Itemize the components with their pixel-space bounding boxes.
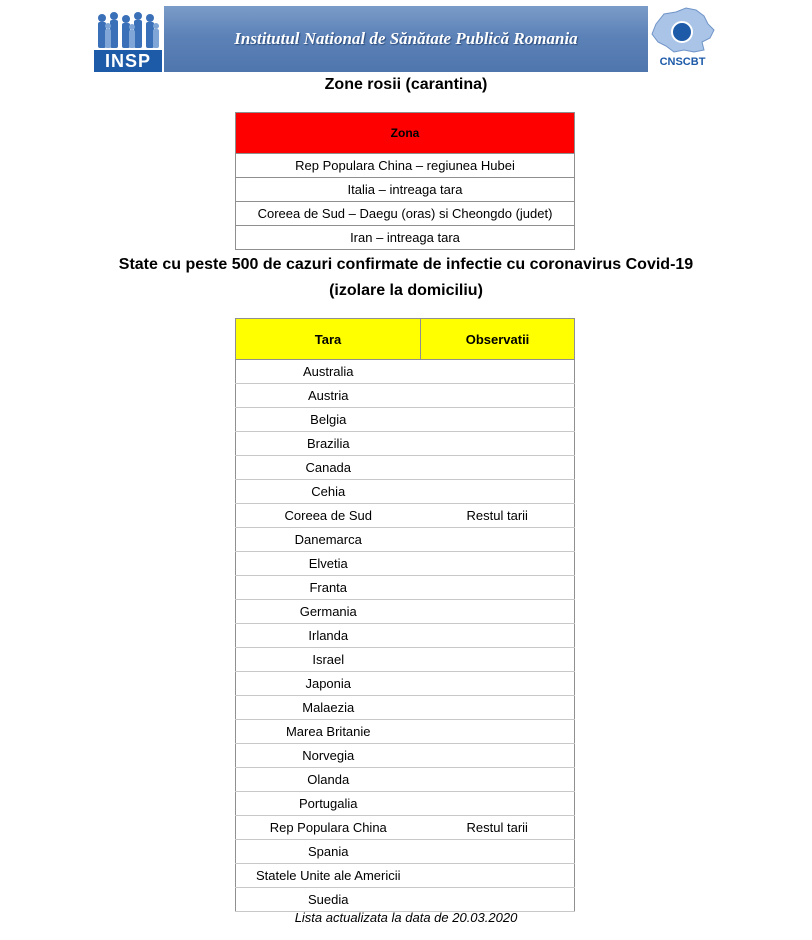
country-cell: Statele Unite ale Americii (236, 864, 421, 888)
country-cell: Belgia (236, 408, 421, 432)
zone-column-header: Zona (236, 113, 575, 154)
table-row (236, 154, 575, 178)
observation-cell (421, 696, 575, 720)
observation-cell (421, 456, 575, 480)
country-cell: Japonia (236, 672, 421, 696)
table-row (236, 360, 575, 384)
country-cell: Germania (236, 600, 421, 624)
table-row (236, 202, 575, 226)
institute-title: Institutul National de Sănătate Publică Romania (234, 29, 578, 48)
country-cell: Coreea de Sud (236, 504, 421, 528)
red-zones-table (235, 112, 575, 250)
observation-cell (421, 528, 575, 552)
table-row (236, 504, 575, 528)
country-cell: Irlanda (236, 624, 421, 648)
observation-cell (421, 864, 575, 888)
table-row (236, 672, 575, 696)
table-row (236, 648, 575, 672)
table-row (236, 792, 575, 816)
observation-cell (421, 840, 575, 864)
table-row (236, 768, 575, 792)
table-row (236, 576, 575, 600)
country-cell: Brazilia (236, 432, 421, 456)
romania-map-icon (648, 6, 717, 56)
cnscbt-logo-text: CNSCBT (659, 56, 706, 68)
table-row (236, 226, 575, 250)
table-row (236, 720, 575, 744)
insp-logo (92, 6, 164, 72)
table-row (236, 816, 575, 840)
table-row (236, 864, 575, 888)
country-cell: Suedia (236, 888, 421, 912)
observation-cell (421, 720, 575, 744)
table-row (236, 696, 575, 720)
country-cell: Olanda (236, 768, 421, 792)
states-heading-line1: State cu peste 500 de cazuri confirmate de infectie cu coronavirus Covid-19 (118, 256, 694, 273)
country-cell: Malaezia (236, 696, 421, 720)
zone-cell: Coreea de Sud – Daegu (oras) si Cheongdo (judet) (236, 202, 575, 226)
observation-cell (421, 576, 575, 600)
table-row (236, 888, 575, 912)
country-cell: Portugalia (236, 792, 421, 816)
observation-cell (421, 624, 575, 648)
table-row (236, 408, 575, 432)
observation-cell (421, 384, 575, 408)
country-cell: Spania (236, 840, 421, 864)
table-row (236, 384, 575, 408)
observation-cell (421, 888, 575, 912)
country-cell: Rep Populara China (236, 816, 421, 840)
header-banner (92, 6, 717, 72)
observation-cell: Restul tarii (421, 504, 575, 528)
observation-cell (421, 360, 575, 384)
table-row (236, 744, 575, 768)
country-cell: Danemarca (236, 528, 421, 552)
observation-cell (421, 480, 575, 504)
observation-cell (421, 408, 575, 432)
observation-cell (421, 552, 575, 576)
countries-table (235, 318, 575, 912)
table-row (236, 480, 575, 504)
zone-cell: Rep Populara China – regiunea Hubei (236, 154, 575, 178)
country-cell: Cehia (236, 480, 421, 504)
table-row (236, 432, 575, 456)
observation-cell (421, 672, 575, 696)
country-cell: Elvetia (236, 552, 421, 576)
table-row (236, 552, 575, 576)
red-zones-heading: Zone rosii (carantina) (324, 76, 488, 93)
observations-column-header: Observatii (421, 319, 575, 360)
table-row (236, 840, 575, 864)
title-banner (164, 6, 648, 72)
country-cell: Franta (236, 576, 421, 600)
country-cell: Austria (236, 384, 421, 408)
observation-cell (421, 768, 575, 792)
insp-logo-text: INSP (94, 50, 162, 72)
zone-cell: Italia – intreaga tara (236, 178, 575, 202)
table-row (236, 528, 575, 552)
observation-cell (421, 432, 575, 456)
country-cell: Canada (236, 456, 421, 480)
table-row (236, 624, 575, 648)
country-column-header: Tara (236, 319, 421, 360)
observation-cell (421, 648, 575, 672)
country-cell: Norvegia (236, 744, 421, 768)
zone-cell: Iran – intreaga tara (236, 226, 575, 250)
country-cell: Australia (236, 360, 421, 384)
observation-cell (421, 600, 575, 624)
country-cell: Marea Britanie (236, 720, 421, 744)
observation-cell (421, 792, 575, 816)
country-cell: Israel (236, 648, 421, 672)
cnscbt-logo (648, 6, 717, 72)
people-group-icon (94, 10, 162, 50)
table-row (236, 178, 575, 202)
table-row (236, 600, 575, 624)
states-heading-line2: (izolare la domiciliu) (329, 282, 483, 299)
last-updated-note: Lista actualizata la data de 20.03.2020 (294, 910, 518, 925)
observation-cell: Restul tarii (421, 816, 575, 840)
observation-cell (421, 744, 575, 768)
table-row (236, 456, 575, 480)
